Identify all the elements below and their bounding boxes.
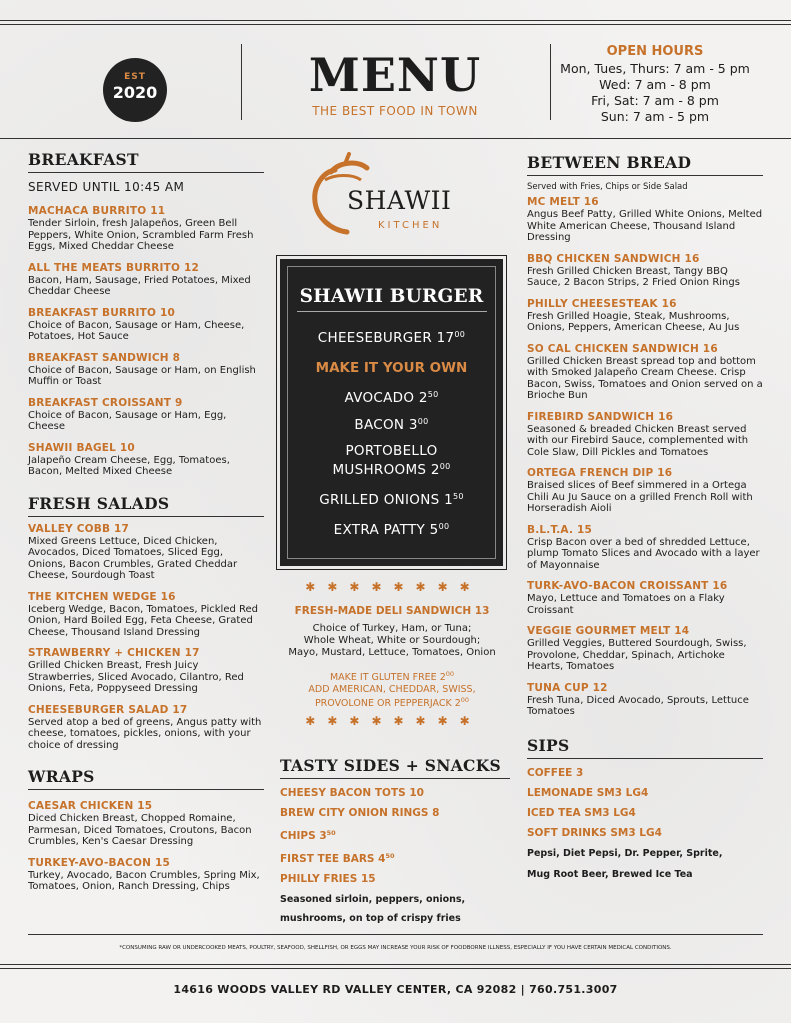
deli-desc-line: Whole Wheat, White or Sourdough; [303,635,481,646]
menu-item [28,205,264,253]
item-desc: Turkey, Avocado, Bacon Crumbles, Spring Mix, Tomatoes, Onion, Ranch Dressing, Chips [28,869,260,892]
item-desc: Fresh Grilled Chicken Breast, Tangy BBQ Sauce, 2 Bacon Strips, 2 Fried Onion Rings [527,265,740,288]
price-cents: 00 [445,670,455,678]
item-name: TURK-AVO-BACON CROISSANT 16 [527,580,728,592]
item-desc: Served atop a bed of greens, Angus patty with cheese, tomatoes, pickles, onions, with your choice of dressing [28,716,262,751]
hours-line: Sun: 7 am - 5 pm [600,109,710,124]
gluten-free-line [282,669,502,684]
star-divider: ✱✱✱✱✱✱✱✱ [305,714,482,728]
menu-item [527,411,763,459]
sips-title: SIPS [527,735,570,755]
burger-title: SHAWII BURGER [299,286,484,307]
menu-item [28,442,264,478]
addon-label: BACON 3 [354,417,418,433]
item-name: B.L.T.A. 15 [527,523,593,536]
gluten-free-label: MAKE IT GLUTEN FREE 2 [329,672,446,683]
item-name: CHEESEBURGER SALAD 17 [28,703,188,716]
menu-item [28,397,264,433]
side-item [280,873,510,886]
menu-item [28,857,264,893]
menu-item [527,625,763,673]
fries-desc: mushrooms, on top of crispy fries [280,913,461,924]
item-name: SO CAL CHICKEN SANDWICH 16 [527,342,718,355]
item-name: MC MELT 16 [527,196,599,208]
item-name: ORTEGA FRENCH DIP 16 [527,467,673,479]
breakfast-title: BREAKFAST [28,150,139,169]
right-column [527,153,763,881]
item-desc: Crisp Bacon over a bed of shredded Lettuce, plump Tomato Slices and Avocado with a layer of Mayonnaise [527,536,760,571]
item-desc: Fresh Grilled Hoagie, Steak, Mushrooms, Onions, Peppers, American Cheese, Au Jus [527,310,740,333]
deli-desc-line: Mayo, Mustard, Lettuce, Tomatoes, Onion [288,647,496,658]
item-name: BBQ CHICKEN SANDWICH 16 [527,252,700,265]
menu-item [28,704,264,752]
sides-title: TASTY SIDES + SNACKS [280,756,501,775]
item-desc: Choice of Bacon, Sausage or Ham, on English Muffin or Toast [28,364,256,387]
item-desc: Iceberg Wedge, Bacon, Tomatoes, Pickled Red Onion, Hard Boiled Egg, Feta Cheese, Grated Cheese, Thousand Island Dressing [28,603,259,638]
sip-item: SOFT DRINKS SM3 LG4 [527,826,662,839]
item-name: VALLEY COBB 17 [28,522,130,535]
top-rule [0,20,791,28]
section-rule [28,516,264,517]
price-cents: 00 [454,330,466,339]
item-desc: Seasoned & breaded Chicken Breast served with our Firebird Sauce, complemented with Cole Slaw, Dill Pickles and Tomatoes [527,423,749,458]
item-name: CAESAR CHICKEN 15 [28,800,153,812]
hours-line: Fri, Sat: 7 am - 8 pm [591,93,719,108]
deli-desc [282,623,502,659]
deli-desc-line: Choice of Turkey, Ham, or Tuna; [312,623,472,634]
menu-item [527,682,763,718]
menu-item [28,800,264,848]
open-hours [555,44,755,125]
side-item [280,850,510,866]
addon-label: MUSHROOMS 2 [332,462,440,478]
burger-inner-frame [287,266,496,559]
est-badge [103,58,167,122]
item-name: BREAKFAST BURRITO 10 [28,306,175,319]
header-divider-right [550,44,551,120]
item-desc: Diced Chicken Breast, Chopped Romaine, Parmesan, Diced Tomatoes, Croutons, Bacon Crumbles, Ken's Caesar Dressing [28,813,252,847]
menu-title: MENU [308,48,482,102]
side-item [280,787,510,800]
item-desc: Mayo, Lettuce and Tomatoes on a Flaky Croissant [527,593,725,616]
section-rule [28,789,264,790]
header-divider-left [241,44,242,120]
menu-item [527,524,763,572]
item-desc: Grilled Chicken Breast, Fresh Juicy Strawberries, Sliced Avocado, Cilantro, Red Onions, Feta, Poppyseed Dressing [28,660,244,694]
menu-item [28,352,264,388]
side-name: CHIPS 3 [280,830,327,842]
wraps-title: WRAPS [28,767,95,786]
menu-item [28,262,264,298]
deli-options [282,669,502,710]
cheese-label: PROVOLONE OR PEPPERJACK 2 [314,698,461,709]
item-desc: Grilled Chicken Breast spread top and bottom with Smoked Jalapeño Cream Cheese. Crisp Bacon, Swiss, Tomatoes and Onion served on a Brioche Bun [527,355,763,401]
menu-item [28,523,264,582]
sips-desc: Pepsi, Diet Pepsi, Dr. Pepper, Sprite, [527,847,723,859]
item-name: STRAWBERRY + CHICKEN 17 [28,647,200,659]
item-name: VEGGIE GOURMET MELT 14 [527,625,690,637]
side-name: CHEESY BACON TOTS 10 [280,787,424,799]
price-cents: 50 [452,492,464,501]
menu-item [527,580,763,616]
item-name: TURKEY-AVO-BACON 15 [28,856,170,869]
hours-title: OPEN HOURS [606,44,704,59]
item-desc: Fresh Tuna, Diced Avocado, Sprouts, Lettuce Tomatoes [527,694,749,717]
sips-desc: Mug Root Beer, Brewed Ice Tea [527,868,693,880]
cheese-line: ADD AMERICAN, CHEDDAR, SWISS, [308,683,476,695]
addon-label: GRILLED ONIONS 1 [319,492,453,508]
est-year: 2020 [112,83,158,102]
item-desc: Angus Beef Patty, Grilled White Onions, Melted White American Cheese, Thousand Island Dressing [527,209,763,243]
price-cents: 00 [460,696,470,704]
item-name: MACHACA BURRITO 11 [28,205,166,217]
deli-sandwich [282,605,502,710]
sip-item: COFFEE 3 [527,766,584,779]
price-cents: 50 [385,852,395,860]
menu-item [527,298,763,334]
price-cents: 00 [417,417,429,426]
price-cents: 00 [438,522,450,531]
logo-name: SHAWII [347,186,452,215]
item-desc: Bacon, Ham, Sausage, Fried Potatoes, Mixed Cheddar Cheese [28,274,251,297]
section-rule [280,778,510,779]
price-cents: 50 [326,829,336,837]
hours-line: Mon, Tues, Thurs: 7 am - 5 pm [560,61,750,76]
section-rule [28,172,264,173]
item-desc: Tender Sirloin, fresh Jalapeños, Green Bell Peppers, White Onion, Scrambled Farm Fresh Eggs, Mixed Cheddar Cheese [28,218,254,252]
header-rule [0,138,791,139]
disclaimer: *CONSUMING RAW OR UNDERCOOKED MEATS, POULTRY, SEAFOOD, SHELLFISH, OR EGGS MAY INCREASE YOUR RISK OF FOODBORNE ILLNESS, ESPECIALLY IF YOU HAVE CERTAIN MEDICAL CONDITIONS. [119,945,672,951]
item-name: SHAWII BAGEL 10 [28,441,135,454]
shawii-burger-box [280,259,503,566]
item-desc: Choice of Bacon, Sausage or Ham, Cheese, Potatoes, Hot Sauce [28,319,245,342]
menu-item [527,253,763,289]
logo-sub: KITCHEN [378,220,443,231]
est-label: EST [124,72,146,82]
menu-item [527,343,763,402]
section-rule [527,175,763,176]
menu-item [28,307,264,343]
sip-item: LEMONADE SM3 LG4 [527,786,649,799]
menu-item [28,647,264,695]
price-cents: 00 [439,462,451,471]
disclaimer-rule [28,934,763,935]
salads-title: FRESH SALADS [28,493,170,513]
item-name: BREAKFAST CROISSANT 9 [28,396,183,409]
cheeseburger-label: CHEESEBURGER 17 [317,330,455,346]
section-rule [527,758,763,759]
side-item [280,827,510,843]
item-desc: Grilled Veggies, Buttered Sourdough, Swiss, Provolone, Cheddar, Spinach, Artichoke Hearts, Tomatoes [527,638,747,672]
between-note: Served with Fries, Chips or Side Salad [527,182,688,192]
menu-item [527,196,763,244]
item-name: TUNA CUP 12 [527,681,608,694]
item-name: FIREBIRD SANDWICH 16 [527,410,674,423]
item-name: ALL THE MEATS BURRITO 12 [28,261,200,274]
menu-item [28,591,264,639]
side-name: BREW CITY ONION RINGS 8 [280,807,440,819]
deli-title: FRESH-MADE DELI SANDWICH 13 [294,605,490,617]
fries-desc: Seasoned sirloin, peppers, onions, [280,894,466,905]
item-desc: Jalapeño Cream Cheese, Egg, Tomatoes, Bacon, Melted Mixed Cheese [28,454,230,477]
between-title: BETWEEN BREAD [527,153,692,172]
sides-section [280,756,510,925]
item-desc: Choice of Bacon, Sausage or Ham, Egg, Cheese [28,409,227,432]
hours-line: Wed: 7 am - 8 pm [599,77,711,92]
sip-item: ICED TEA SM3 LG4 [527,806,636,819]
menu-item [527,467,763,515]
left-column [28,150,264,893]
side-name: PHILLY FRIES 15 [280,873,376,885]
addon-label: PORTOBELLO [345,443,438,459]
make-own-label: MAKE IT YOUR OWN [315,360,468,376]
footer-address: 14616 WOODS VALLEY RD VALLEY CENTER, CA 92082 | 760.751.3007 [173,983,618,996]
side-item [280,807,510,820]
addon-label: AVOCADO 2 [344,390,428,406]
item-name: THE KITCHEN WEDGE 16 [28,590,176,603]
cheese-line [282,695,502,710]
menu-subtitle: THE BEST FOOD IN TOWN [312,104,478,118]
addon-label: EXTRA PATTY 5 [333,522,439,538]
item-name: PHILLY CHEESESTEAK 16 [527,297,677,310]
price-cents: 50 [427,390,439,399]
item-desc: Mixed Greens Lettuce, Diced Chicken, Avocados, Diced Tomatoes, Sliced Egg, Onions, Bacon Crumbles, Grated Cheddar Cheese, Sourdough Toast [28,535,238,581]
side-name: FIRST TEE BARS 4 [280,853,386,865]
footer-rule [0,964,791,972]
breakfast-note: SERVED UNTIL 10:45 AM [28,180,185,194]
item-name: BREAKFAST SANDWICH 8 [28,351,181,364]
star-divider: ✱✱✱✱✱✱✱✱ [305,580,482,594]
item-desc: Braised slices of Beef simmered in a Ortega Chili Au Ju Sauce on a grilled French Roll with Horseradish Aioli [527,480,753,514]
